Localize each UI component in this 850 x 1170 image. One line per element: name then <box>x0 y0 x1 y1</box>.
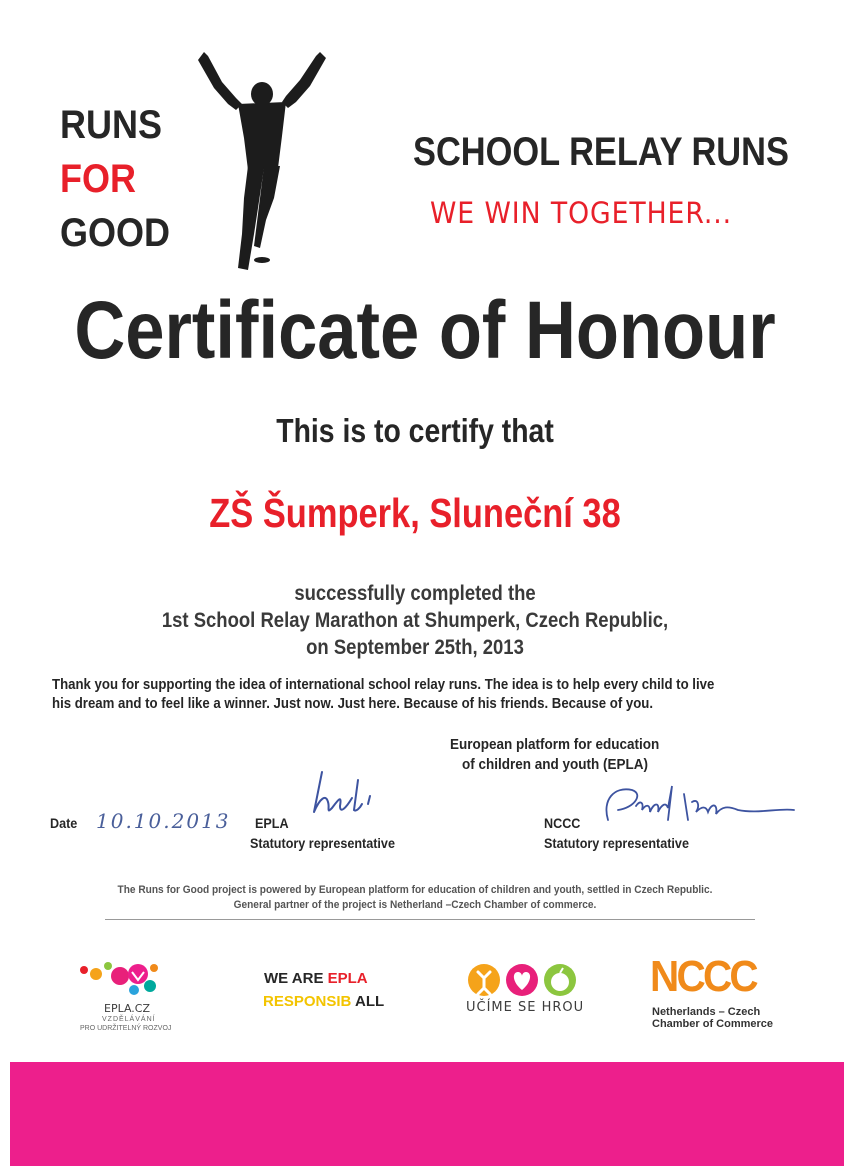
program-tagline: WE WIN TOGETHER... <box>430 196 733 230</box>
brand-good-text: GOOD <box>60 211 171 255</box>
responsib-all-line <box>263 993 384 1010</box>
responsib-text: RESPONSIB <box>263 993 352 1010</box>
completion-line-2: 1st School Relay Marathon at Shumperk, Czech Republic, <box>161 609 669 632</box>
nccc-logo-subtitle-2: Chamber of Commerce <box>652 1018 774 1030</box>
we-are-epla-line <box>264 970 368 987</box>
epla-logo-name: EPLA.CZ <box>104 1002 151 1015</box>
date-label: Date <box>50 815 78 831</box>
footer-line-2: General partner of the project is Netherland –Czech Chamber of commerce. <box>233 899 597 911</box>
nccc-logo-subtitle-1: Netherlands – Czech <box>652 1006 761 1018</box>
epla-logo <box>76 956 186 1036</box>
epla-logo-icon <box>76 956 186 1002</box>
epla-logo-subtitle-1: VZDĚLÁVÁNÍ <box>102 1016 156 1023</box>
we-are-text: WE ARE <box>264 970 328 987</box>
thanks-line-2: his dream and to feel like a winner. Just now. Just here. Because of his friends. Because of you. <box>52 695 654 712</box>
epla-signature-role: Statutory representative <box>250 835 395 851</box>
date-value: 10.10.2013 <box>96 809 231 833</box>
footer-divider <box>105 919 755 920</box>
epla-logo-subtitle-2: PRO UDRŽITELNÝ ROZVOJ <box>80 1025 172 1032</box>
all-text: ALL <box>354 993 385 1010</box>
thanks-line-1: Thank you for supporting the idea of international school relay runs. The idea is to help every child to live <box>52 676 715 693</box>
organization-line-2: of children and youth (EPLA) <box>462 756 649 773</box>
program-title: SCHOOL RELAY RUNS <box>413 130 789 174</box>
pink-footer-band <box>10 1062 844 1166</box>
nccc-signature-label: NCCC <box>544 815 581 831</box>
runner-silhouette-icon <box>192 48 332 270</box>
organization-line-1: European platform for education <box>450 736 660 753</box>
nccc-signature-icon <box>588 780 800 836</box>
nccc-signature-role: Statutory representative <box>544 835 689 851</box>
brand-runs-text: RUNS <box>60 103 163 147</box>
ucime-se-hrou-text: UČÍME SE HROU <box>466 1000 585 1015</box>
epla-signature-icon <box>296 768 396 834</box>
we-are-epla-text: EPLA <box>327 970 368 987</box>
recipient-name: ZŠ Šumperk, Sluneční 38 <box>209 490 621 536</box>
certificate-title: Certificate of Honour <box>74 285 776 376</box>
completion-line-1: successfully completed the <box>294 582 536 605</box>
epla-signature-label: EPLA <box>255 815 289 831</box>
certify-line: This is to certify that <box>276 412 554 449</box>
nccc-logo-name: NCCC <box>650 952 756 1001</box>
brand-for-text: FOR <box>60 157 136 201</box>
footer-line-1: The Runs for Good project is powered by European platform for education of children and youth, settled in Czech Republic. <box>117 884 713 896</box>
completion-line-3: on September 25th, 2013 <box>306 636 524 659</box>
